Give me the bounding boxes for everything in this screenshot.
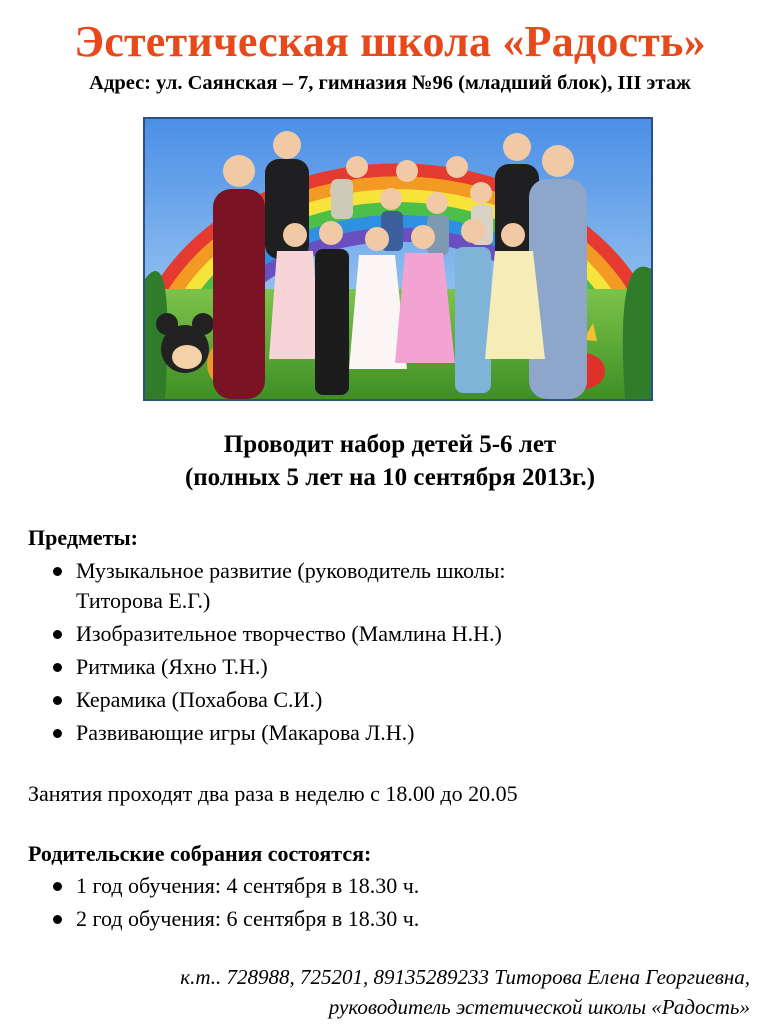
- list-item: Музыкальное развитие (руководитель школы: Титорова Е.Г.): [50, 556, 596, 616]
- meetings-list: [50, 871, 750, 937]
- list-item: Развивающие игры (Макарова Л.Н.): [50, 718, 750, 748]
- subjects-heading: Предметы:: [28, 525, 139, 550]
- list-item: Изобразительное творчество (Мамлина Н.Н.): [50, 619, 750, 649]
- contacts-line-2: руководитель эстетической школы «Радость»: [328, 995, 750, 1019]
- address-line: Адрес: ул. Саянская – 7, гимназия №96 (младший блок), III этаж: [89, 72, 691, 94]
- contacts-footer: [180, 962, 750, 1022]
- list-item: 1 год обучения: 4 сентября в 18.30 ч.: [50, 871, 750, 901]
- subjects-list: [50, 556, 750, 751]
- group-photo: [143, 117, 653, 401]
- recruitment-notice: [0, 428, 780, 494]
- list-item: Керамика (Похабова С.И.): [50, 685, 750, 715]
- schedule-text: Занятия проходят два раза в неделю с 18.00 до 20.05: [28, 781, 518, 806]
- recruitment-line-1: Проводит набор детей 5-6 лет: [223, 431, 557, 458]
- recruitment-line-2: (полных 5 лет на 10 сентября 2013г.): [184, 464, 596, 491]
- list-item: Ритмика (Яхно Т.Н.): [50, 652, 750, 682]
- page-title: Эстетическая школа «Радость»: [74, 17, 706, 66]
- meetings-heading: Родительские собрания состоятся:: [28, 841, 372, 866]
- contacts-line-1: к.т.. 728988, 725201, 89135289233 Титорова Елена Георгиевна,: [180, 965, 750, 989]
- list-item: 2 год обучения: 6 сентября в 18.30 ч.: [50, 904, 750, 934]
